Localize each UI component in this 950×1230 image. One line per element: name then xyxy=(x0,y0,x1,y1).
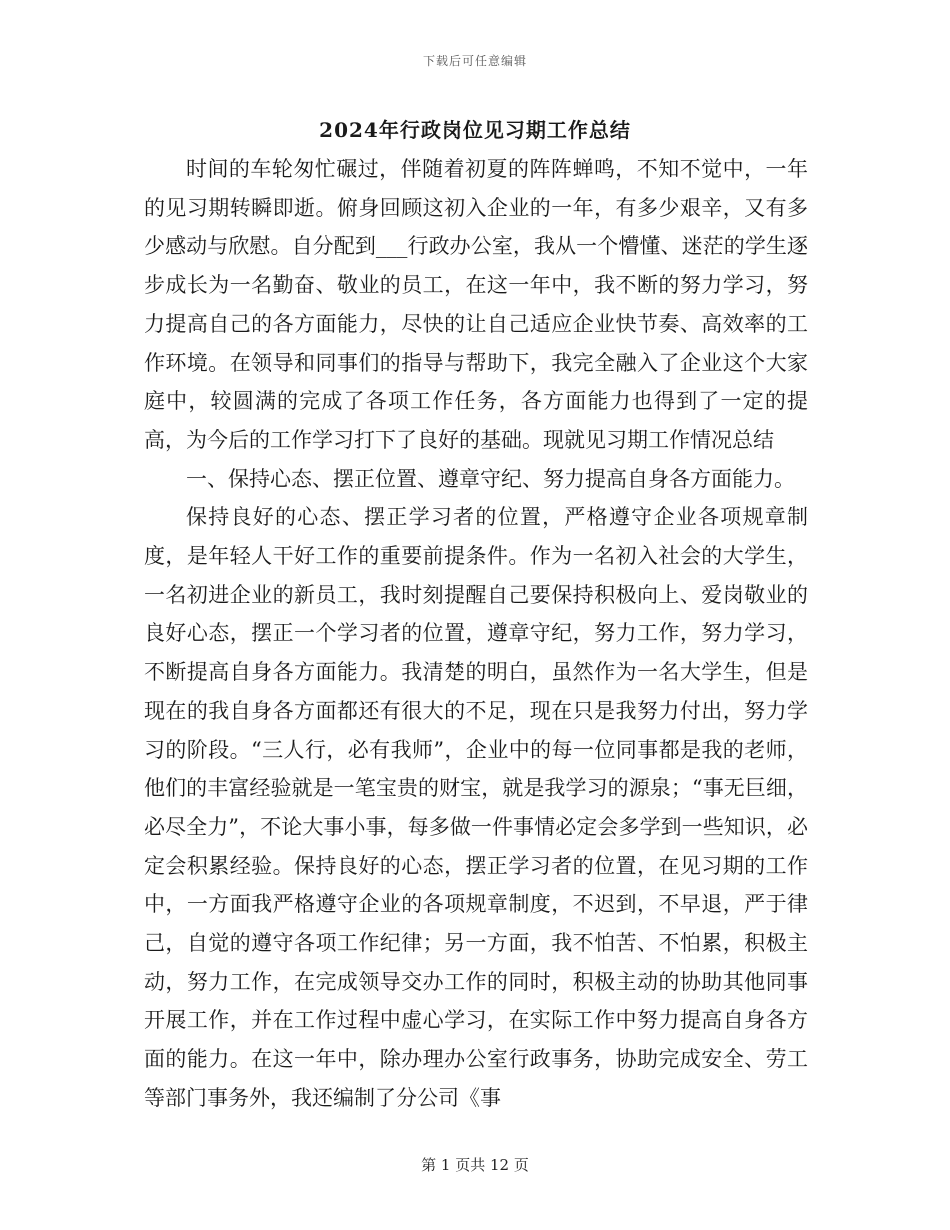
section-heading: 一、保持心态、摆正位置、遵章守纪、努力提高自身各方面能力。 xyxy=(186,466,795,491)
document-body xyxy=(144,150,808,1118)
paragraph-section-1: 保持良好的心态、摆正学习者的位置，严格遵守企业各项规章制度，是年轻人干好工作的重要前提条件。作为一名初入社会的大学生，一名初进企业的新员工，我时刻提醒自己要保持积极向上、爱岗敬业的良好心态，摆正一个学习者的位置，遵章守纪，努力工作，努力学习，不断提高自身各方面能力。我清楚的明白，虽然作为一名大学生，但是现在的我自身各方面都还有很大的不足，现在只是我努力付出，努力学习的阶段。“三人行，必有我师”，企业中的每一位同事都是我的老师，他们的丰富经验就是一笔宝贵的财宝，就是我学习的源泉；“事无巨细，必尽全力”，不论大事小事，每多做一件事情必定会多学到一些知识，必定会积累经验。保持良好的心态，摆正学习者的位置，在见习期的工作中，一方面我严格遵守企业的各项规章制度，不迟到，不早退，严于律己，自觉的遵守各项工作纪律；另一方面，我不怕苦、不怕累，积极主动，努力工作，在完成领导交办工作的同时，积极主动的协助其他同事开展工作，并在工作过程中虚心学习，在实际工作中努力提高自身各方面的能力。在这一年中，除办理办公室行政事务，协助完成安全、劳工等部门事务外，我还编制了分公司《事 xyxy=(144,505,808,1110)
header-note: 下载后可任意编辑 xyxy=(422,54,527,68)
paragraph-intro: 时间的车轮匆忙碾过，伴随着初夏的阵阵蝉鸣，不知不觉中，一年的见习期转瞬即逝。俯身回顾这初入企业的一年，有多少艰辛，又有多少感动与欣慰。自分配到___行政办公室，我从一个懵懂、迷茫的学生逐步成长为一名勤奋、敬业的员工，在这一年中，我不断的努力学习，努力提高自己的各方面能力，尽快的让自己适应企业快节奏、高效率的工作环境。在领导和同事们的指导与帮助下，我完全融入了企业这个大家庭中，较圆满的完成了各项工作任务，各方面能力也得到了一定的提高，为今后的工作学习打下了良好的基础。现就见习期工作情况总结 xyxy=(144,157,808,452)
document-title: 2024年行政岗位见习期工作总结 xyxy=(319,118,631,142)
page-number: 第 1 页共 12 页 xyxy=(421,1156,529,1174)
